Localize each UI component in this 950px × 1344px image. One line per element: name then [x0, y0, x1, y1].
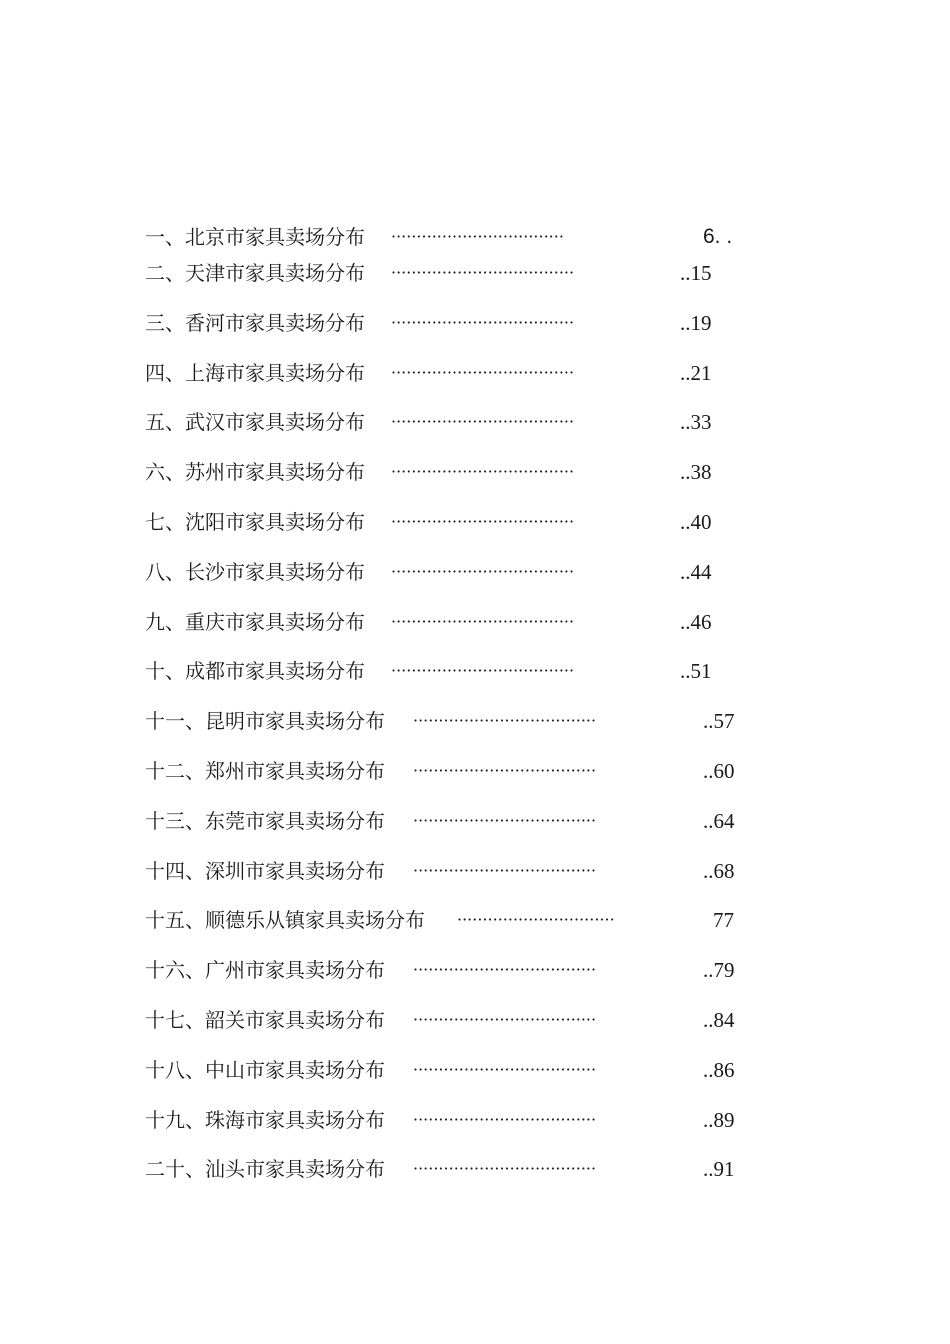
toc-page-number: ..91: [703, 1157, 735, 1182]
toc-page-number: ..64: [703, 808, 735, 833]
toc-entry[interactable]: [145, 222, 745, 258]
toc-page-number: ..40: [680, 509, 712, 534]
toc-entry[interactable]: [145, 507, 745, 557]
toc-entry[interactable]: [145, 258, 745, 308]
toc-leader-dots: ····································: [391, 561, 575, 581]
toc-leader-dots: ····································: [413, 810, 597, 830]
table-of-contents: [145, 222, 745, 1204]
toc-page-number: 77: [713, 908, 734, 933]
toc-entry-label: 五、武汉市家具卖场分布: [145, 410, 365, 435]
toc-page-number: ..46: [680, 609, 712, 634]
toc-leader-dots: ····································: [391, 412, 575, 432]
toc-entry-label: 三、香河市家具卖场分布: [145, 310, 365, 335]
toc-entry-label: 八、长沙市家具卖场分布: [145, 559, 365, 584]
toc-entry[interactable]: [145, 358, 745, 408]
toc-leader-dots: ····································: [413, 960, 597, 980]
toc-entry[interactable]: [145, 756, 745, 806]
toc-leader-dots: ····································: [391, 263, 575, 282]
toc-entry[interactable]: [145, 1005, 745, 1055]
toc-entry-label: 十五、顺德乐从镇家具卖场分布: [145, 908, 425, 933]
toc-leader-dots: ····································: [413, 860, 597, 880]
toc-page-number: 6. .: [703, 225, 733, 248]
toc-entry-label: 十、成都市家具卖场分布: [145, 659, 365, 684]
toc-entry[interactable]: [145, 1055, 745, 1105]
toc-entry-label: 九、重庆市家具卖场分布: [145, 609, 365, 634]
toc-page-number: ..57: [703, 709, 735, 734]
toc-page-number: ..79: [703, 958, 735, 983]
toc-leader-dots: ····································: [391, 511, 575, 531]
toc-entry-label: 十六、广州市家具卖场分布: [145, 958, 385, 983]
toc-leader-dots: ····································: [391, 661, 575, 681]
toc-page-number: ..60: [703, 758, 735, 783]
toc-entry[interactable]: [145, 1154, 745, 1204]
toc-entry-label: 十三、东莞市家具卖场分布: [145, 808, 385, 833]
toc-entry[interactable]: [145, 806, 745, 856]
toc-leader-dots: ····································: [391, 362, 575, 382]
toc-entry[interactable]: [145, 955, 745, 1005]
toc-entry[interactable]: [145, 308, 745, 358]
toc-page-number: ..19: [680, 310, 712, 335]
toc-page-number: ..21: [680, 360, 712, 385]
toc-entry[interactable]: [145, 607, 745, 657]
toc-entry-label: 十二、郑州市家具卖场分布: [145, 758, 385, 783]
toc-entry-label: 二十、汕头市家具卖场分布: [145, 1157, 385, 1182]
toc-entry[interactable]: [145, 706, 745, 756]
toc-entry-label: 十一、昆明市家具卖场分布: [145, 709, 385, 734]
toc-page-number: ..84: [703, 1007, 735, 1032]
toc-page-number: ..86: [703, 1057, 735, 1082]
toc-entry-label: 十七、韶关市家具卖场分布: [145, 1007, 385, 1032]
toc-entry-label: 七、沈阳市家具卖场分布: [145, 509, 365, 534]
toc-entry[interactable]: [145, 1105, 745, 1155]
toc-page-number: ..51: [680, 659, 712, 684]
toc-leader-dots: ····································: [413, 1109, 597, 1129]
toc-entry[interactable]: [145, 457, 745, 507]
toc-entry[interactable]: [145, 905, 745, 955]
toc-leader-dots: ·······························: [457, 910, 615, 930]
toc-leader-dots: ··································: [391, 227, 564, 246]
toc-page-number: ..33: [680, 410, 712, 435]
toc-page-number: ..89: [703, 1107, 735, 1132]
toc-leader-dots: ····································: [391, 611, 575, 631]
toc-entry[interactable]: [145, 407, 745, 457]
toc-leader-dots: ····································: [413, 1009, 597, 1029]
toc-entry-label: 二、天津市家具卖场分布: [145, 261, 365, 285]
toc-leader-dots: ····································: [391, 312, 575, 332]
toc-leader-dots: ····································: [413, 711, 597, 731]
toc-page-number: ..44: [680, 559, 712, 584]
toc-leader-dots: ····································: [391, 462, 575, 482]
toc-entry-label: 十四、深圳市家具卖场分布: [145, 858, 385, 883]
toc-leader-dots: ····································: [413, 1159, 597, 1179]
toc-entry-label: 十九、珠海市家具卖场分布: [145, 1107, 385, 1132]
toc-leader-dots: ····································: [413, 1059, 597, 1079]
toc-entry-label: 六、苏州市家具卖场分布: [145, 460, 365, 485]
toc-entry[interactable]: [145, 557, 745, 607]
toc-page-number: ..38: [680, 460, 712, 485]
toc-page-number: ..15: [680, 261, 712, 285]
toc-entry-label: 四、上海市家具卖场分布: [145, 360, 365, 385]
toc-entry[interactable]: [145, 656, 745, 706]
toc-entry-label: 一、北京市家具卖场分布: [145, 225, 365, 249]
toc-leader-dots: ····································: [413, 760, 597, 780]
toc-entry[interactable]: [145, 856, 745, 906]
toc-entry-label: 十八、中山市家具卖场分布: [145, 1057, 385, 1082]
toc-page-number: ..68: [703, 858, 735, 883]
